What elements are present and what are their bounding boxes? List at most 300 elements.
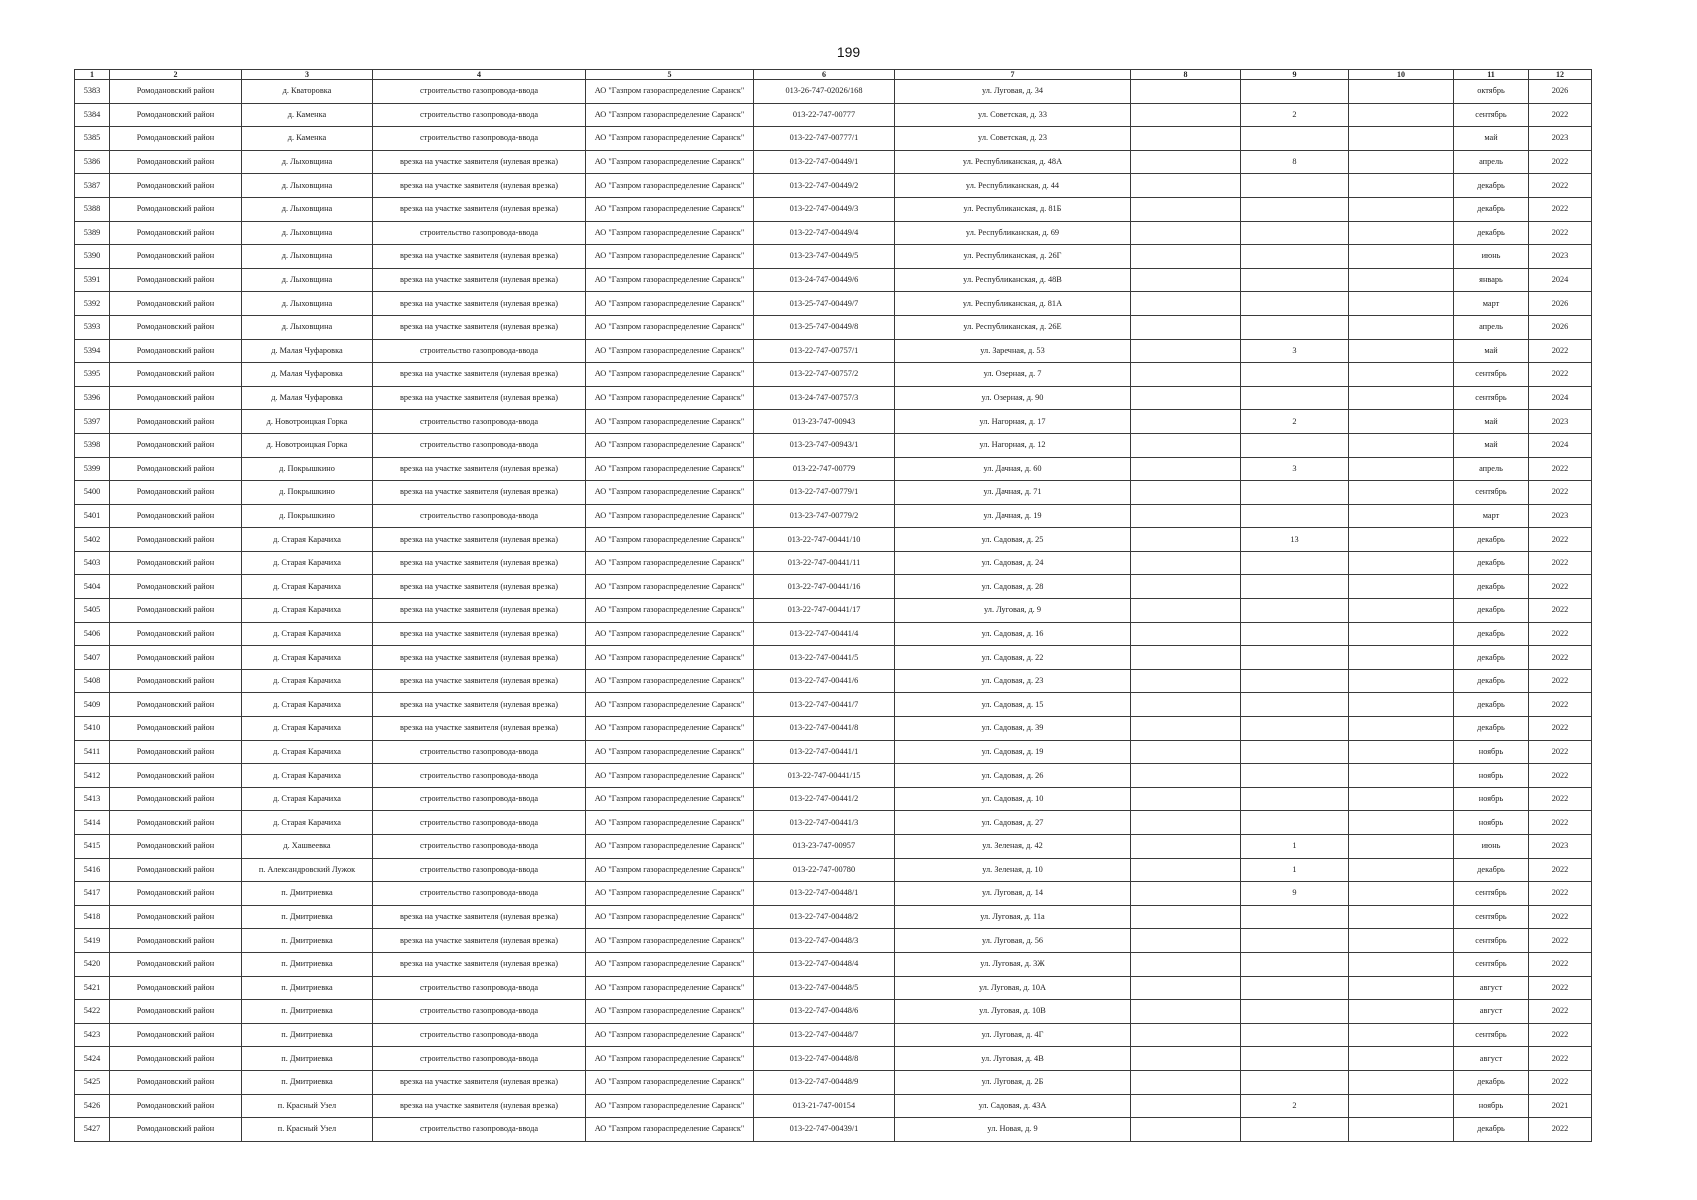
cell-district: Ромодановский район <box>110 1118 242 1142</box>
cell-settlement: д. Малая Чуфаровка <box>242 386 373 410</box>
cell-organization: АО "Газпром газораспределение Саранск" <box>586 740 754 764</box>
cell-organization: АО "Газпром газораспределение Саранск" <box>586 787 754 811</box>
cell-work-type: врезка на участке заявителя (нулевая врезка) <box>373 245 586 269</box>
cell-col-9 <box>1241 1023 1349 1047</box>
cell-district: Ромодановский район <box>110 268 242 292</box>
cell-district: Ромодановский район <box>110 363 242 387</box>
cell-year: 2022 <box>1529 882 1592 906</box>
cell-address: ул. Луговая, д. 4В <box>895 1047 1131 1071</box>
cell-work-type: врезка на участке заявителя (нулевая врезка) <box>373 622 586 646</box>
cell-col-8 <box>1131 622 1241 646</box>
cell-work-type: строительство газопровода-ввода <box>373 882 586 906</box>
cell-row-number: 5408 <box>75 669 110 693</box>
cell-application-number: 013-21-747-00154 <box>754 1094 895 1118</box>
cell-work-type: врезка на участке заявителя (нулевая врезка) <box>373 693 586 717</box>
cell-col-10 <box>1349 1118 1454 1142</box>
cell-row-number: 5393 <box>75 315 110 339</box>
cell-row-number: 5421 <box>75 976 110 1000</box>
cell-row-number: 5416 <box>75 858 110 882</box>
cell-col-10 <box>1349 835 1454 859</box>
cell-col-9 <box>1241 1118 1349 1142</box>
cell-district: Ромодановский район <box>110 952 242 976</box>
cell-col-9 <box>1241 127 1349 151</box>
table-row <box>75 292 1592 316</box>
cell-organization: АО "Газпром газораспределение Саранск" <box>586 457 754 481</box>
cell-row-number: 5388 <box>75 197 110 221</box>
cell-month: сентябрь <box>1454 929 1529 953</box>
cell-col-8 <box>1131 150 1241 174</box>
cell-col-10 <box>1349 551 1454 575</box>
cell-address: ул. Луговая, д. 4Г <box>895 1023 1131 1047</box>
cell-month: декабрь <box>1454 858 1529 882</box>
cell-col-10 <box>1349 1047 1454 1071</box>
cell-settlement: д. Старая Карачиха <box>242 551 373 575</box>
cell-settlement: д. Старая Карачиха <box>242 646 373 670</box>
cell-year: 2022 <box>1529 764 1592 788</box>
cell-col-10 <box>1349 481 1454 505</box>
cell-month: декабрь <box>1454 528 1529 552</box>
cell-year: 2022 <box>1529 174 1592 198</box>
cell-organization: АО "Газпром газораспределение Саранск" <box>586 835 754 859</box>
cell-year: 2022 <box>1529 528 1592 552</box>
cell-month: сентябрь <box>1454 905 1529 929</box>
cell-district: Ромодановский район <box>110 929 242 953</box>
cell-district: Ромодановский район <box>110 174 242 198</box>
cell-month: май <box>1454 410 1529 434</box>
cell-row-number: 5404 <box>75 575 110 599</box>
cell-month: сентябрь <box>1454 481 1529 505</box>
cell-address: ул. Нагорная, д. 12 <box>895 433 1131 457</box>
cell-row-number: 5386 <box>75 150 110 174</box>
cell-year: 2022 <box>1529 457 1592 481</box>
cell-col-10 <box>1349 504 1454 528</box>
cell-col-10 <box>1349 80 1454 104</box>
cell-row-number: 5406 <box>75 622 110 646</box>
cell-year: 2022 <box>1529 1047 1592 1071</box>
cell-col-10 <box>1349 575 1454 599</box>
cell-col-9: 2 <box>1241 103 1349 127</box>
cell-district: Ромодановский район <box>110 1047 242 1071</box>
cell-district: Ромодановский район <box>110 905 242 929</box>
cell-address: ул. Дачная, д. 71 <box>895 481 1131 505</box>
cell-settlement: д. Старая Карачиха <box>242 740 373 764</box>
cell-application-number: 013-22-747-00448/8 <box>754 1047 895 1071</box>
cell-address: ул. Озерная, д. 90 <box>895 386 1131 410</box>
cell-month: ноябрь <box>1454 787 1529 811</box>
cell-application-number: 013-22-747-00757/1 <box>754 339 895 363</box>
table-row <box>75 150 1592 174</box>
table-row <box>75 197 1592 221</box>
cell-row-number: 5399 <box>75 457 110 481</box>
cell-col-9: 9 <box>1241 882 1349 906</box>
cell-settlement: д. Лыховщина <box>242 292 373 316</box>
cell-organization: АО "Газпром газораспределение Саранск" <box>586 292 754 316</box>
cell-row-number: 5417 <box>75 882 110 906</box>
cell-application-number: 013-22-747-00441/17 <box>754 599 895 623</box>
cell-col-10 <box>1349 929 1454 953</box>
cell-year: 2024 <box>1529 268 1592 292</box>
table-row <box>75 929 1592 953</box>
cell-district: Ромодановский район <box>110 1000 242 1024</box>
cell-address: ул. Нагорная, д. 17 <box>895 410 1131 434</box>
cell-work-type: строительство газопровода-ввода <box>373 433 586 457</box>
cell-col-9: 13 <box>1241 528 1349 552</box>
cell-col-8 <box>1131 1118 1241 1142</box>
cell-work-type: врезка на участке заявителя (нулевая врезка) <box>373 905 586 929</box>
cell-district: Ромодановский район <box>110 339 242 363</box>
cell-application-number: 013-24-747-00449/6 <box>754 268 895 292</box>
cell-month: декабрь <box>1454 197 1529 221</box>
cell-work-type: строительство газопровода-ввода <box>373 1023 586 1047</box>
cell-settlement: д. Старая Карачиха <box>242 669 373 693</box>
cell-work-type: врезка на участке заявителя (нулевая врезка) <box>373 197 586 221</box>
cell-row-number: 5391 <box>75 268 110 292</box>
cell-organization: АО "Газпром газораспределение Саранск" <box>586 174 754 198</box>
cell-organization: АО "Газпром газораспределение Саранск" <box>586 669 754 693</box>
cell-settlement: п. Дмитриевка <box>242 1070 373 1094</box>
cell-address: ул. Республиканская, д. 44 <box>895 174 1131 198</box>
cell-settlement: п. Дмитриевка <box>242 882 373 906</box>
cell-col-8 <box>1131 174 1241 198</box>
cell-work-type: врезка на участке заявителя (нулевая врезка) <box>373 669 586 693</box>
cell-organization: АО "Газпром газораспределение Саранск" <box>586 976 754 1000</box>
table-header <box>75 70 1592 80</box>
cell-work-type: строительство газопровода-ввода <box>373 740 586 764</box>
cell-col-10 <box>1349 740 1454 764</box>
cell-application-number: 013-22-747-00441/5 <box>754 646 895 670</box>
cell-organization: АО "Газпром газораспределение Саранск" <box>586 929 754 953</box>
cell-address: ул. Луговая, д. 9 <box>895 599 1131 623</box>
cell-col-10 <box>1349 787 1454 811</box>
cell-organization: АО "Газпром газораспределение Саранск" <box>586 1023 754 1047</box>
cell-address: ул. Садовая, д. 23 <box>895 669 1131 693</box>
table-row <box>75 268 1592 292</box>
cell-row-number: 5407 <box>75 646 110 670</box>
cell-application-number: 013-25-747-00449/8 <box>754 315 895 339</box>
cell-address: ул. Луговая, д. 3Ж <box>895 952 1131 976</box>
cell-row-number: 5384 <box>75 103 110 127</box>
cell-row-number: 5420 <box>75 952 110 976</box>
cell-organization: АО "Газпром газораспределение Саранск" <box>586 80 754 104</box>
table-row <box>75 103 1592 127</box>
cell-col-9 <box>1241 646 1349 670</box>
cell-month: август <box>1454 1047 1529 1071</box>
cell-district: Ромодановский район <box>110 245 242 269</box>
cell-month: декабрь <box>1454 669 1529 693</box>
cell-col-8 <box>1131 858 1241 882</box>
cell-col-10 <box>1349 717 1454 741</box>
cell-organization: АО "Газпром газораспределение Саранск" <box>586 127 754 151</box>
cell-application-number: 013-22-747-00449/4 <box>754 221 895 245</box>
cell-organization: АО "Газпром газораспределение Саранск" <box>586 882 754 906</box>
cell-row-number: 5410 <box>75 717 110 741</box>
cell-month: декабрь <box>1454 575 1529 599</box>
cell-application-number: 013-22-747-00779/1 <box>754 481 895 505</box>
cell-row-number: 5419 <box>75 929 110 953</box>
cell-col-9 <box>1241 245 1349 269</box>
cell-col-9 <box>1241 433 1349 457</box>
registry-table <box>74 69 1592 1142</box>
cell-settlement: п. Дмитриевка <box>242 952 373 976</box>
cell-row-number: 5415 <box>75 835 110 859</box>
cell-district: Ромодановский район <box>110 1070 242 1094</box>
table-row <box>75 363 1592 387</box>
table-row <box>75 811 1592 835</box>
cell-district: Ромодановский район <box>110 646 242 670</box>
cell-address: ул. Озерная, д. 7 <box>895 363 1131 387</box>
cell-work-type: врезка на участке заявителя (нулевая врезка) <box>373 150 586 174</box>
cell-work-type: врезка на участке заявителя (нулевая врезка) <box>373 528 586 552</box>
cell-month: август <box>1454 1000 1529 1024</box>
cell-address: ул. Республиканская, д. 26Е <box>895 315 1131 339</box>
cell-organization: АО "Газпром газораспределение Саранск" <box>586 150 754 174</box>
cell-col-8 <box>1131 80 1241 104</box>
cell-col-9 <box>1241 504 1349 528</box>
cell-work-type: строительство газопровода-ввода <box>373 764 586 788</box>
cell-organization: АО "Газпром газораспределение Саранск" <box>586 433 754 457</box>
cell-year: 2023 <box>1529 504 1592 528</box>
cell-month: июнь <box>1454 835 1529 859</box>
cell-application-number: 013-22-747-00441/15 <box>754 764 895 788</box>
cell-row-number: 5395 <box>75 363 110 387</box>
cell-col-9 <box>1241 599 1349 623</box>
cell-col-10 <box>1349 669 1454 693</box>
cell-work-type: строительство газопровода-ввода <box>373 811 586 835</box>
cell-district: Ромодановский район <box>110 835 242 859</box>
cell-row-number: 5405 <box>75 599 110 623</box>
cell-year: 2026 <box>1529 315 1592 339</box>
table-row <box>75 433 1592 457</box>
cell-address: ул. Советская, д. 33 <box>895 103 1131 127</box>
cell-col-9 <box>1241 764 1349 788</box>
cell-work-type: врезка на участке заявителя (нулевая врезка) <box>373 551 586 575</box>
cell-col-8 <box>1131 1023 1241 1047</box>
cell-district: Ромодановский район <box>110 622 242 646</box>
cell-organization: АО "Газпром газораспределение Саранск" <box>586 1070 754 1094</box>
cell-organization: АО "Газпром газораспределение Саранск" <box>586 504 754 528</box>
cell-col-10 <box>1349 315 1454 339</box>
cell-application-number: 013-22-747-00448/6 <box>754 1000 895 1024</box>
table-row <box>75 976 1592 1000</box>
cell-district: Ромодановский район <box>110 811 242 835</box>
cell-address: ул. Советская, д. 23 <box>895 127 1131 151</box>
cell-application-number: 013-22-747-00441/2 <box>754 787 895 811</box>
cell-col-10 <box>1349 811 1454 835</box>
cell-address: ул. Садовая, д. 19 <box>895 740 1131 764</box>
table-row <box>75 764 1592 788</box>
cell-work-type: врезка на участке заявителя (нулевая врезка) <box>373 1070 586 1094</box>
cell-work-type: строительство газопровода-ввода <box>373 221 586 245</box>
cell-col-10 <box>1349 268 1454 292</box>
cell-col-8 <box>1131 410 1241 434</box>
cell-district: Ромодановский район <box>110 410 242 434</box>
cell-month: декабрь <box>1454 599 1529 623</box>
cell-row-number: 5387 <box>75 174 110 198</box>
cell-settlement: п. Дмитриевка <box>242 1000 373 1024</box>
cell-application-number: 013-22-747-00777 <box>754 103 895 127</box>
cell-col-10 <box>1349 292 1454 316</box>
cell-year: 2022 <box>1529 1118 1592 1142</box>
cell-application-number: 013-23-747-00957 <box>754 835 895 859</box>
cell-organization: АО "Газпром газораспределение Саранск" <box>586 858 754 882</box>
cell-year: 2022 <box>1529 599 1592 623</box>
table-body <box>75 80 1592 1142</box>
cell-col-8 <box>1131 764 1241 788</box>
table-row <box>75 575 1592 599</box>
cell-col-9: 3 <box>1241 457 1349 481</box>
cell-application-number: 013-22-747-00441/4 <box>754 622 895 646</box>
cell-col-8 <box>1131 292 1241 316</box>
cell-application-number: 013-23-747-00943 <box>754 410 895 434</box>
cell-col-10 <box>1349 858 1454 882</box>
cell-month: декабрь <box>1454 174 1529 198</box>
cell-settlement: д. Старая Карачиха <box>242 575 373 599</box>
cell-application-number: 013-22-747-00448/9 <box>754 1070 895 1094</box>
cell-address: ул. Садовая, д. 15 <box>895 693 1131 717</box>
cell-settlement: д. Старая Карачиха <box>242 599 373 623</box>
cell-address: ул. Садовая, д. 27 <box>895 811 1131 835</box>
table-row <box>75 245 1592 269</box>
cell-settlement: п. Красный Узел <box>242 1094 373 1118</box>
cell-address: ул. Садовая, д. 25 <box>895 528 1131 552</box>
cell-col-9 <box>1241 929 1349 953</box>
cell-district: Ромодановский район <box>110 764 242 788</box>
cell-col-9 <box>1241 386 1349 410</box>
cell-col-8 <box>1131 905 1241 929</box>
cell-col-10 <box>1349 1094 1454 1118</box>
cell-col-8 <box>1131 197 1241 221</box>
cell-month: сентябрь <box>1454 386 1529 410</box>
cell-organization: АО "Газпром газораспределение Саранск" <box>586 528 754 552</box>
cell-col-9 <box>1241 1047 1349 1071</box>
cell-col-9 <box>1241 740 1349 764</box>
cell-application-number: 013-22-747-00441/8 <box>754 717 895 741</box>
table-row <box>75 646 1592 670</box>
cell-year: 2022 <box>1529 905 1592 929</box>
cell-settlement: д. Лыховщина <box>242 245 373 269</box>
cell-month: май <box>1454 127 1529 151</box>
column-header-10: 10 <box>1349 70 1454 80</box>
cell-settlement: д. Хашвеевка <box>242 835 373 859</box>
cell-row-number: 5398 <box>75 433 110 457</box>
cell-work-type: врезка на участке заявителя (нулевая врезка) <box>373 599 586 623</box>
table-row <box>75 717 1592 741</box>
cell-col-8 <box>1131 1070 1241 1094</box>
cell-year: 2022 <box>1529 929 1592 953</box>
cell-col-9 <box>1241 787 1349 811</box>
cell-address: ул. Республиканская, д. 26Г <box>895 245 1131 269</box>
cell-month: декабрь <box>1454 622 1529 646</box>
cell-year: 2022 <box>1529 363 1592 387</box>
cell-application-number: 013-22-747-00448/3 <box>754 929 895 953</box>
cell-work-type: строительство газопровода-ввода <box>373 835 586 859</box>
cell-year: 2023 <box>1529 127 1592 151</box>
cell-year: 2022 <box>1529 103 1592 127</box>
cell-work-type: врезка на участке заявителя (нулевая врезка) <box>373 717 586 741</box>
table-row <box>75 386 1592 410</box>
cell-organization: АО "Газпром газораспределение Саранск" <box>586 551 754 575</box>
cell-row-number: 5383 <box>75 80 110 104</box>
cell-organization: АО "Газпром газораспределение Саранск" <box>586 1094 754 1118</box>
cell-month: сентябрь <box>1454 103 1529 127</box>
cell-organization: АО "Газпром газораспределение Саранск" <box>586 717 754 741</box>
table-row <box>75 693 1592 717</box>
cell-month: апрель <box>1454 315 1529 339</box>
cell-col-9 <box>1241 976 1349 1000</box>
column-header-12: 12 <box>1529 70 1592 80</box>
cell-col-10 <box>1349 599 1454 623</box>
cell-settlement: д. Покрышкино <box>242 481 373 505</box>
cell-settlement: д. Новотроицкая Горка <box>242 433 373 457</box>
cell-application-number: 013-22-747-00441/11 <box>754 551 895 575</box>
cell-settlement: д. Покрышкино <box>242 504 373 528</box>
cell-application-number: 013-22-747-00779 <box>754 457 895 481</box>
cell-col-9 <box>1241 221 1349 245</box>
cell-work-type: врезка на участке заявителя (нулевая врезка) <box>373 315 586 339</box>
column-header-6: 6 <box>754 70 895 80</box>
cell-year: 2022 <box>1529 1070 1592 1094</box>
table-row <box>75 1047 1592 1071</box>
cell-settlement: п. Дмитриевка <box>242 929 373 953</box>
table-row <box>75 1118 1592 1142</box>
cell-settlement: д. Малая Чуфаровка <box>242 363 373 387</box>
cell-month: октябрь <box>1454 80 1529 104</box>
cell-month: ноябрь <box>1454 764 1529 788</box>
cell-application-number: 013-22-747-00757/2 <box>754 363 895 387</box>
cell-application-number: 013-22-747-00780 <box>754 858 895 882</box>
cell-organization: АО "Газпром газораспределение Саранск" <box>586 646 754 670</box>
cell-district: Ромодановский район <box>110 150 242 174</box>
cell-year: 2022 <box>1529 551 1592 575</box>
cell-col-9 <box>1241 363 1349 387</box>
cell-row-number: 5400 <box>75 481 110 505</box>
cell-year: 2023 <box>1529 835 1592 859</box>
cell-settlement: д. Лыховщина <box>242 150 373 174</box>
cell-organization: АО "Газпром газораспределение Саранск" <box>586 622 754 646</box>
cell-row-number: 5409 <box>75 693 110 717</box>
cell-work-type: строительство газопровода-ввода <box>373 787 586 811</box>
cell-year: 2022 <box>1529 150 1592 174</box>
cell-month: март <box>1454 504 1529 528</box>
cell-organization: АО "Газпром газораспределение Саранск" <box>586 764 754 788</box>
cell-settlement: д. Покрышкино <box>242 457 373 481</box>
cell-address: ул. Садовая, д. 26 <box>895 764 1131 788</box>
cell-row-number: 5414 <box>75 811 110 835</box>
cell-col-8 <box>1131 363 1241 387</box>
cell-col-8 <box>1131 717 1241 741</box>
cell-col-10 <box>1349 410 1454 434</box>
table-row <box>75 504 1592 528</box>
cell-row-number: 5412 <box>75 764 110 788</box>
cell-year: 2022 <box>1529 481 1592 505</box>
cell-row-number: 5397 <box>75 410 110 434</box>
cell-work-type: строительство газопровода-ввода <box>373 80 586 104</box>
cell-application-number: 013-22-747-00441/7 <box>754 693 895 717</box>
cell-month: апрель <box>1454 150 1529 174</box>
cell-col-10 <box>1349 174 1454 198</box>
cell-year: 2022 <box>1529 669 1592 693</box>
table-row <box>75 858 1592 882</box>
cell-row-number: 5394 <box>75 339 110 363</box>
cell-col-8 <box>1131 1000 1241 1024</box>
cell-col-9 <box>1241 669 1349 693</box>
cell-work-type: врезка на участке заявителя (нулевая врезка) <box>373 174 586 198</box>
cell-work-type: строительство газопровода-ввода <box>373 127 586 151</box>
cell-application-number: 013-22-747-00449/2 <box>754 174 895 198</box>
cell-col-10 <box>1349 221 1454 245</box>
cell-month: декабрь <box>1454 221 1529 245</box>
cell-col-9 <box>1241 622 1349 646</box>
